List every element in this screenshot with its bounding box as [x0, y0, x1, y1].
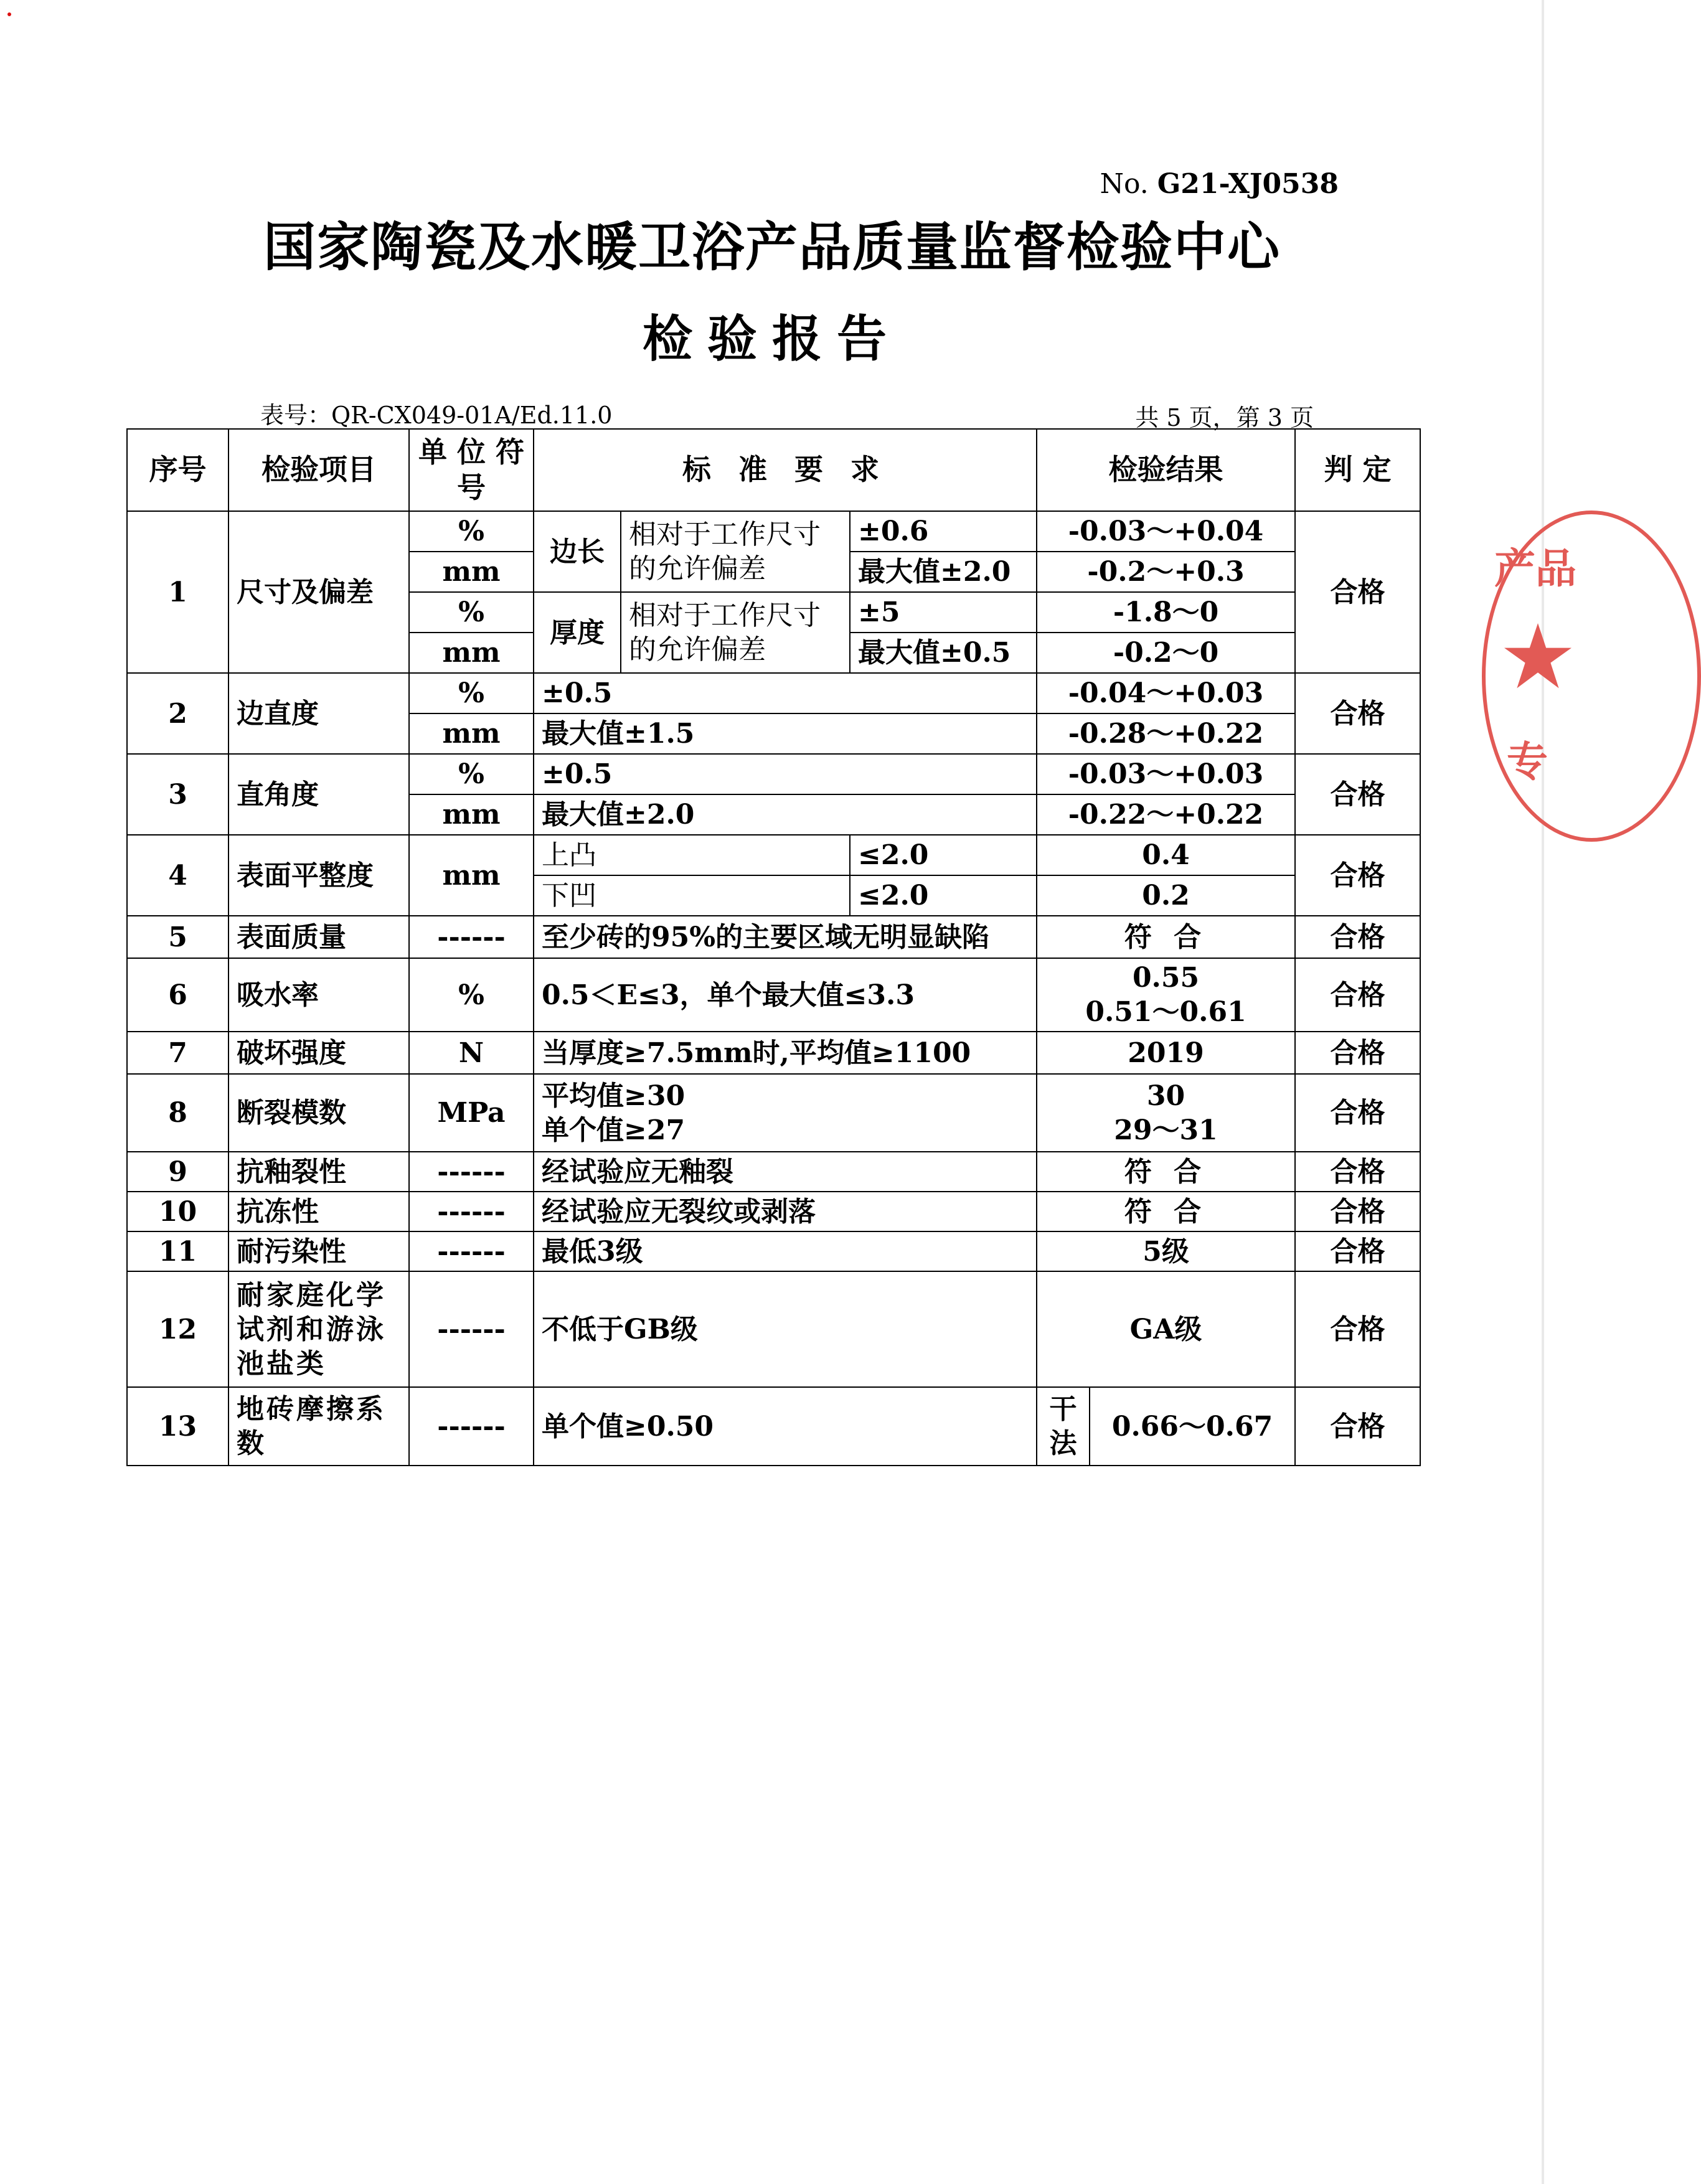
unit-cell: mm	[409, 552, 534, 592]
unit-cell: N	[409, 1032, 534, 1074]
result-value: 30	[1146, 1080, 1185, 1112]
table-row	[127, 1032, 1420, 1074]
standard-cell: 0.5＜E≤3，单个最大值≤3.3	[534, 958, 1037, 1032]
unit-cell: ------	[409, 1271, 534, 1387]
table-row	[127, 754, 1420, 794]
judgement-cell: 合格	[1295, 1152, 1420, 1192]
table-row	[127, 673, 1420, 713]
judgement-cell: 合格	[1295, 754, 1420, 835]
result-cell: -1.8～0	[1037, 592, 1295, 633]
result-cell: -0.2～+0.3	[1037, 552, 1295, 592]
item-cell: 破坏强度	[229, 1032, 409, 1074]
item-cell: 耐污染性	[229, 1231, 409, 1271]
seq-cell: 13	[127, 1387, 229, 1466]
seq-cell: 10	[127, 1192, 229, 1231]
judgement-cell: 合格	[1295, 673, 1420, 754]
result-cell: 符 合	[1037, 1152, 1295, 1192]
judgement-cell: 合格	[1295, 1231, 1420, 1271]
item-cell: 耐家庭化学试剂和游泳池盐类	[229, 1271, 409, 1387]
table-row	[127, 958, 1420, 1032]
table-row	[127, 1271, 1420, 1387]
result-cell: -0.28～+0.22	[1037, 713, 1295, 754]
unit-cell: mm	[409, 835, 534, 916]
standard-cell: 不低于GB级	[534, 1271, 1037, 1387]
seal-text-bottom: 专	[1507, 738, 1548, 786]
unit-cell: ------	[409, 916, 534, 958]
result-cell: -0.2～0	[1037, 633, 1295, 673]
item-cell: 断裂模数	[229, 1074, 409, 1152]
judgement-cell: 合格	[1295, 1032, 1420, 1074]
seq-cell: 7	[127, 1032, 229, 1074]
item-cell: 表面平整度	[229, 835, 409, 916]
standard-cell	[534, 1074, 1037, 1152]
standard-average: 平均值≥30	[542, 1080, 686, 1112]
form-number: 表号：QR-CX049-01A/Ed.11.0	[260, 402, 613, 429]
document-title: 检验报告	[643, 310, 902, 368]
result-cell: 0.2	[1037, 875, 1295, 916]
item-cell: 抗冻性	[229, 1192, 409, 1231]
judgement-cell: 合格	[1295, 1074, 1420, 1152]
edge-mark	[7, 12, 11, 16]
unit-cell: ------	[409, 1192, 534, 1231]
judgement-cell: 合格	[1295, 835, 1420, 916]
standard-cell: 最大值±2.0	[850, 552, 1037, 592]
judgement-cell: 合格	[1295, 511, 1420, 673]
seq-cell: 8	[127, 1074, 229, 1152]
table-row	[127, 1387, 1420, 1466]
item-cell: 边直度	[229, 673, 409, 754]
table-row	[127, 511, 1420, 552]
judgement-cell: 合格	[1295, 916, 1420, 958]
result-cell: -0.22～+0.22	[1037, 794, 1295, 835]
seq-cell: 11	[127, 1231, 229, 1271]
standard-cell: ≤2.0	[850, 835, 1037, 875]
result-range: 0.51～0.61	[1085, 996, 1246, 1028]
table-row	[127, 1231, 1420, 1271]
standard-cell: ±0.6	[850, 511, 1037, 552]
seq-cell: 12	[127, 1271, 229, 1387]
header-unit: 单 位 符 号	[409, 429, 534, 511]
header-judgement: 判 定	[1295, 429, 1420, 511]
table-row	[127, 916, 1420, 958]
table-header	[127, 429, 1420, 511]
result-cell	[1037, 958, 1295, 1032]
result-range: 29～31	[1114, 1114, 1218, 1146]
result-cell: 0.66～0.67	[1090, 1387, 1295, 1466]
header-standard: 标 准 要 求	[534, 429, 1037, 511]
table-row	[127, 1152, 1420, 1192]
seq-cell: 3	[127, 754, 229, 835]
result-cell: 5级	[1037, 1231, 1295, 1271]
result-value: 0.55	[1132, 962, 1200, 994]
item-cell: 吸水率	[229, 958, 409, 1032]
standard-cell: 最大值±0.5	[850, 633, 1037, 673]
page-info: 共 5 页，第 3 页	[1135, 404, 1314, 431]
standard-cell: 最低3级	[534, 1231, 1037, 1271]
standard-cell: 最大值±2.0	[534, 794, 1037, 835]
standard-cell: 最大值±1.5	[534, 713, 1037, 754]
seq-cell: 2	[127, 673, 229, 754]
standard-cell: 经试验应无釉裂	[534, 1152, 1037, 1192]
standard-cell: ±0.5	[534, 754, 1037, 794]
condition-cell: 下凹	[534, 875, 850, 916]
item-cell: 地砖摩擦系数	[229, 1387, 409, 1466]
result-cell: 0.4	[1037, 835, 1295, 875]
standard-cell: 至少砖的95%的主要区域无明显缺陷	[534, 916, 1037, 958]
result-cell: -0.03～+0.04	[1037, 511, 1295, 552]
table-row	[127, 1192, 1420, 1231]
unit-cell: %	[409, 511, 534, 552]
standard-single: 单个值≥27	[542, 1114, 686, 1146]
result-cell: -0.04～+0.03	[1037, 673, 1295, 713]
unit-cell: MPa	[409, 1074, 534, 1152]
seq-cell: 1	[127, 511, 229, 673]
header-result: 检验结果	[1037, 429, 1295, 511]
unit-cell: %	[409, 958, 534, 1032]
judgement-cell: 合格	[1295, 958, 1420, 1032]
edge-length-label: 边长	[534, 511, 621, 592]
standard-cell: ±0.5	[534, 673, 1037, 713]
item-cell: 抗釉裂性	[229, 1152, 409, 1192]
organization-title: 国家陶瓷及水暖卫浴产品质量监督检验中心	[263, 217, 1281, 278]
unit-cell: %	[409, 592, 534, 633]
relative-deviation-label: 相对于工作尺寸的允许偏差	[621, 511, 850, 592]
unit-cell: mm	[409, 713, 534, 754]
unit-cell: ------	[409, 1152, 534, 1192]
standard-cell: 单个值≥0.50	[534, 1387, 1037, 1466]
standard-cell: 当厚度≥7.5mm时,平均值≥1100	[534, 1032, 1037, 1074]
standard-cell: 经试验应无裂纹或剥落	[534, 1192, 1037, 1231]
standard-cell: ±5	[850, 592, 1037, 633]
judgement-cell: 合格	[1295, 1192, 1420, 1231]
seq-cell: 9	[127, 1152, 229, 1192]
table-row	[127, 835, 1420, 875]
report-number: No. G21-XJ0538	[1100, 168, 1339, 200]
seq-cell: 5	[127, 916, 229, 958]
result-cell: 符 合	[1037, 916, 1295, 958]
item-cell: 表面质量	[229, 916, 409, 958]
item-cell: 尺寸及偏差	[229, 511, 409, 673]
unit-cell: %	[409, 673, 534, 713]
method-cell: 干法	[1037, 1387, 1090, 1466]
seq-cell: 4	[127, 835, 229, 916]
result-cell: 符 合	[1037, 1192, 1295, 1231]
standard-cell: ≤2.0	[850, 875, 1037, 916]
result-cell	[1037, 1074, 1295, 1152]
unit-cell: %	[409, 754, 534, 794]
seal-text-top: 产品	[1494, 545, 1576, 593]
red-seal	[1482, 511, 1594, 834]
inspection-table	[126, 428, 1421, 1466]
header-item: 检验项目	[229, 429, 409, 511]
result-cell: GA级	[1037, 1271, 1295, 1387]
item-cell: 直角度	[229, 754, 409, 835]
unit-cell: mm	[409, 794, 534, 835]
judgement-cell: 合格	[1295, 1271, 1420, 1387]
unit-cell: ------	[409, 1387, 534, 1466]
seal-star-icon	[1501, 619, 1575, 694]
header-seq: 序号	[127, 429, 229, 511]
condition-cell: 上凸	[534, 835, 850, 875]
unit-cell: mm	[409, 633, 534, 673]
table-row	[127, 1074, 1420, 1152]
seq-cell: 6	[127, 958, 229, 1032]
relative-deviation-label: 相对于工作尺寸的允许偏差	[621, 592, 850, 673]
result-cell: 2019	[1037, 1032, 1295, 1074]
result-cell: -0.03～+0.03	[1037, 754, 1295, 794]
unit-cell: ------	[409, 1231, 534, 1271]
judgement-cell: 合格	[1295, 1387, 1420, 1466]
thickness-label: 厚度	[534, 592, 621, 673]
